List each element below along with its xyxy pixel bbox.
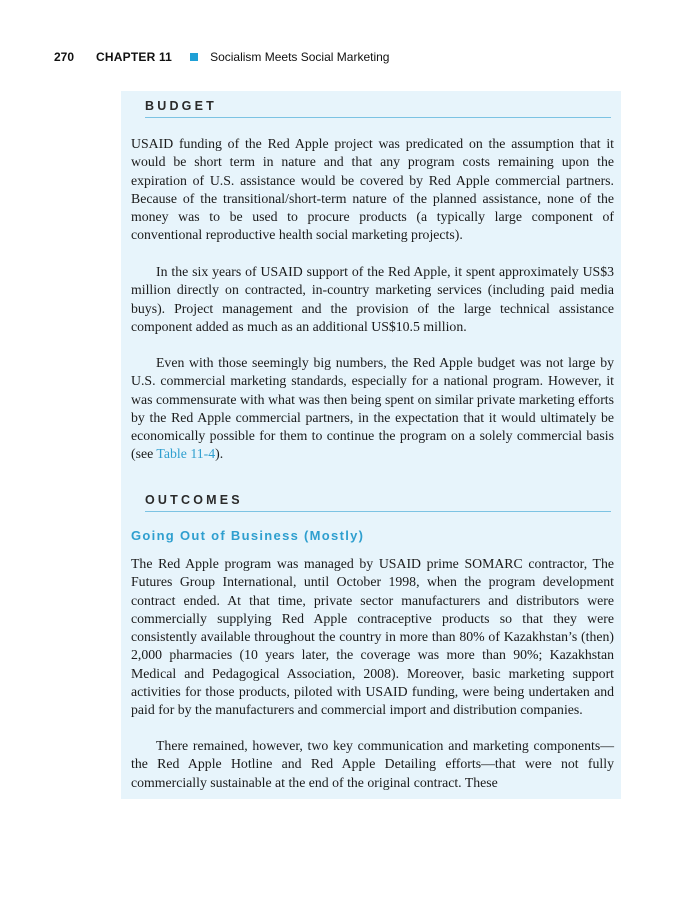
page-number: 270 xyxy=(54,50,75,64)
table-11-4-link[interactable]: Table 11-4 xyxy=(156,446,216,462)
budget-paragraph-3 xyxy=(131,354,614,464)
outcomes-paragraph-1: The Red Apple program was managed by USAID prime SOMARC contractor, The Futures Group International, until October 1998, when the program development contract ended. At that time, private sector manufacturers and distributors were commercially supplying Red Apple contraceptive products so that they were consistently available throughout the country in more than 80% of Kazakhstan’s (then) 2,000 pharmacies (10 years later, the coverage was more than 90%; Kazakhstan Medical and Pedagogical Association, 2008). Moreover, basic marketing support activities for those products, piloted with USAID funding, were being undertaken and paid for by the manufacturers and commercial import and distribution companies. xyxy=(131,556,614,718)
chapter-label: CHAPTER 11 xyxy=(96,50,173,64)
outcomes-heading: OUTCOMES xyxy=(145,491,611,512)
outcomes-paragraph-2: There remained, however, two key communication and marketing components—the Red Apple Hotline and Red Apple Detailing efforts—that were not fully commercially sustainable at the end of the original contract. These xyxy=(131,738,614,790)
budget-paragraph-1: USAID funding of the Red Apple project was predicated on the assumption that it would be short term in nature and that any program costs remaining upon the expiration of U.S. assistance would be covered by Red Apple commercial partners. Because of the transitional/short-term nature of the planned assistance, none of the money was to be used to procure products (a typically large component of conventional reproductive health social marketing projects). xyxy=(131,136,614,243)
budget-paragraph-3-end: ). xyxy=(215,446,224,462)
running-head xyxy=(54,48,389,66)
square-bullet-icon xyxy=(190,53,198,61)
outcomes-subheading: Going Out of Business (Mostly) xyxy=(131,528,365,543)
budget-paragraph-2: In the six years of USAID support of the Red Apple, it spent approximately US$3 million directly on contracted, in-country marketing services (including paid media buys). Project management and the provision of the large technical assistance component added as much as an additional US$10.5 million. xyxy=(131,264,614,334)
budget-heading: BUDGET xyxy=(145,97,611,118)
budget-paragraph-3-text: Even with those seemingly big numbers, the Red Apple budget was not large by U.S. commercial marketing standards, especially for a national program. However, it was commensurate with what was then being spent on similar private marketing efforts by the Red Apple commercial partners, in the expectation that it would ultimately be economically possible for them to continue the program on a solely commercial basis (see xyxy=(131,355,614,462)
content-panel xyxy=(121,91,621,799)
chapter-title: Socialism Meets Social Marketing xyxy=(210,50,390,64)
